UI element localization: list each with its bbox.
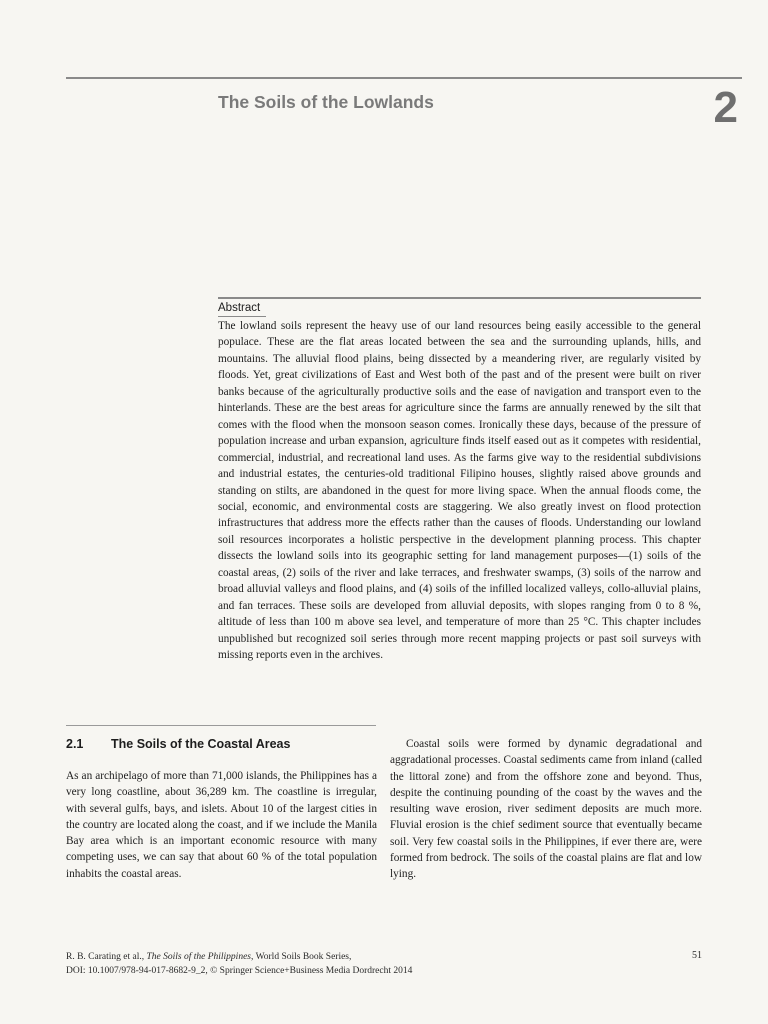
footer-citation	[66, 950, 702, 978]
section-rule	[66, 725, 376, 726]
abstract-heading: Abstract	[218, 302, 261, 314]
citation-line	[66, 950, 702, 964]
citation-series: , World Soils Book Series,	[250, 952, 352, 962]
citation-book-title: The Soils of the Philippines	[146, 952, 251, 962]
abstract-heading-underline	[218, 316, 266, 317]
section-number: 2.1	[66, 737, 84, 751]
section-paragraph-left: As an archipelago of more than 71,000 islands, the Philippines has a very long coastline, about 36,289 km. The coastline is irregular, with several gulfs, bays, and islets. About 10 of the largest cities in the country are located along the coast, and if we include the Manila Bay area which is an important economic resource with many competing uses, we can say that about 60 % of the total population inhabits the coastal areas.	[66, 770, 377, 880]
section-paragraph-right: Coastal soils were formed by dynamic degradational and aggradational processes. Coastal sediments came from inland (called the littoral zone) and from the offshore zone and beyond. Thus, despite the continuing pounding of the coast by the waves and the resulting wave erosion, river sediment deposits are much more. Fluvial erosion is the chief sediment source that eventually became soil. Very few coastal soils in the Philippines, if ever there are, were formed from bedrock. The soils of the coastal plains are flat and low lying.	[390, 738, 702, 881]
section-heading	[66, 735, 290, 753]
abstract-block	[218, 297, 701, 664]
chapter-title: The Soils of the Lowlands	[218, 92, 434, 112]
doi-line: DOI: 10.1007/978-94-017-8682-9_2, © Springer Science+Business Media Dordrecht 2014	[66, 966, 413, 976]
chapter-number: 2	[713, 83, 738, 132]
page-number: 51	[692, 950, 702, 961]
header-rule	[66, 77, 742, 79]
citation-authors: R. B. Carating et al.,	[66, 952, 147, 962]
abstract-text: The lowland soils represent the heavy use of our land resources being easily accessible to the general populace. These are the flat areas located between the sea and the surrounding uplands, hills, and mountains. The alluvial flood plains, being dissected by a meandering river, are regularly visited by floods. Yet, great civilizations of East and West both of the past and of the present were built on river banks because of the agriculturally productive soils and the ease of navigation and transport even to the hinterlands. These are the best areas for agriculture since the farms are annually renewed by the silt that comes with the flood when the monsoon season comes. Ironically these days, because of the pressure of population increase and urban expansion, agriculture finds itself eased out as it competes with residential, commercial, industrial, and recreational land uses. As the farms give way to the residential subdivisions and industrial estates, the centuries-old traditional Filipino houses, slightly raised above grounds and standing on stilts, are abandoned in the quest for more living space. When the annual floods come, the social, economic, and environmental costs are staggering. We also greatly invest on flood protection infrastructures that address more the effects rather than the causes of floods. Understanding our lowland soil resources incorporates a holistic perspective in the development planning process. This chapter dissects the lowland soils into its geographic setting for land management purposes—(1) soils of the coastal areas, (2) soils of the river and lake terraces, and freshwater swamps, (3) soils of the narrow and broad alluvial valleys and flood plains, and (4) soils of the infilled localized valleys, collo-alluvial plains, and fan terraces. These soils are developed from alluvial deposits, with slopes ranging from 0 to 8 %, altitude of less than 100 m above sea level, and temperature of more than 25 °C. This chapter includes unpublished but recognized soil series through more recent mapping projects or past soil surveys with missing reports even in the archives.	[218, 320, 701, 662]
section-title: The Soils of the Coastal Areas	[111, 737, 291, 751]
abstract-rule	[218, 297, 701, 299]
